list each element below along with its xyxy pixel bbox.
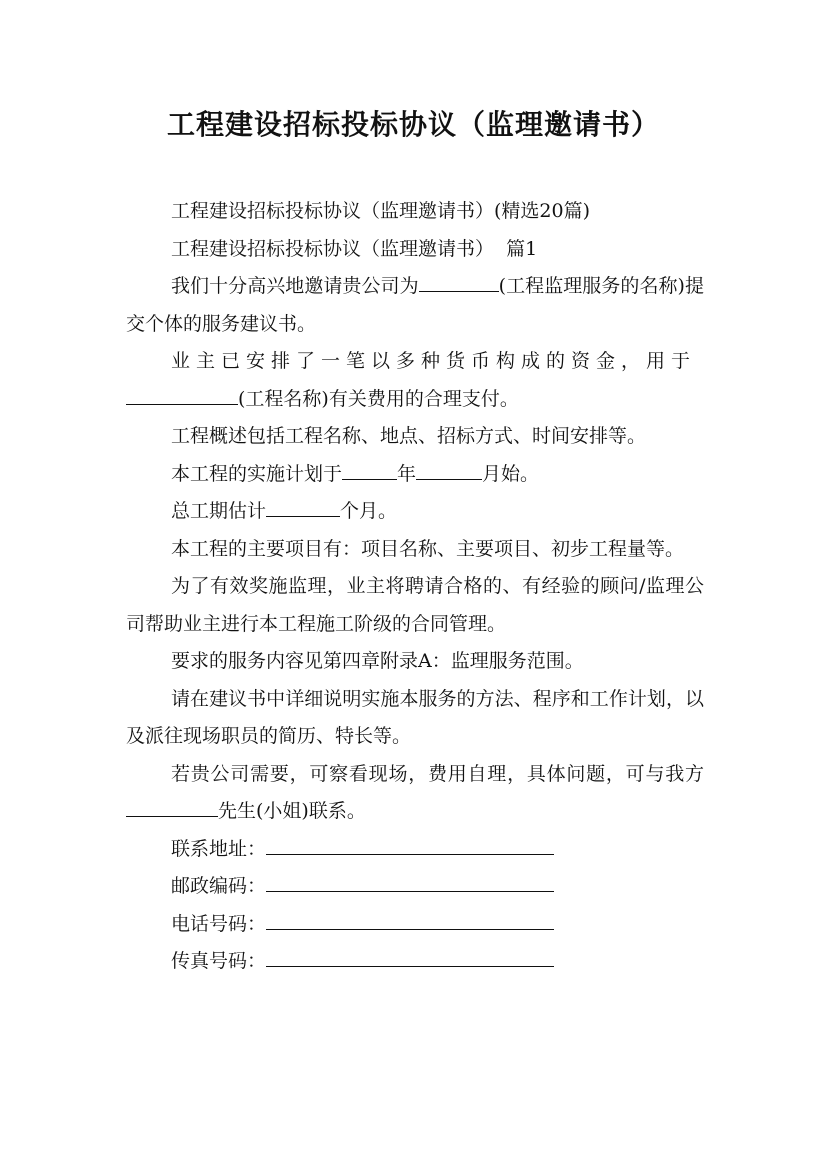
paragraph-consultant: 为了有效奖施监理，业主将聘请合格的、有经验的顾问/监理公司帮助业主进行本工程施工阶级的合同管理。 <box>126 575 704 635</box>
paragraph-contact <box>126 756 704 831</box>
paragraph-proposal: 请在建议书中详细说明实施本服务的方法、程序和工作计划，以及派往现场职员的简历、特长等。 <box>126 687 704 747</box>
paragraph-items: 本工程的主要项目有：项目名称、主要项目、初步工程量等。 <box>171 537 685 560</box>
contact-phone <box>126 906 704 944</box>
fill-blank <box>126 797 218 817</box>
paragraph-schedule <box>126 456 704 494</box>
contact-label: 电话号码： <box>171 912 267 935</box>
paragraph-text: 业主已安排了一笔以多种货币构成的资金，用于 <box>171 350 697 372</box>
contact-postcode <box>126 868 704 906</box>
paragraph-scope: 要求的服务内容见第四章附录A：监理服务范围。 <box>171 650 584 672</box>
fill-blank <box>419 272 499 292</box>
paragraph-text: 总工期估计 <box>171 500 267 522</box>
fill-line <box>266 908 554 930</box>
paragraph-text: 若贵公司需要，可察看现场，费用自理，具体问题，可与我方 <box>171 762 704 785</box>
paragraph-text: 我们十分高兴地邀请贵公司为 <box>171 275 419 297</box>
fill-line <box>266 870 554 892</box>
contact-address <box>126 831 704 869</box>
fill-blank <box>342 460 397 480</box>
paragraph-text: 月始。 <box>482 462 540 485</box>
paragraph-funds <box>126 343 704 381</box>
document-title: 工程建设招标投标协议（监理邀请书） <box>166 108 660 141</box>
fill-blank <box>266 497 340 517</box>
paragraph-text: (工程名称)有关费用的合理支付。 <box>238 387 519 410</box>
paragraph-invitation <box>126 268 704 343</box>
contact-label: 传真号码： <box>171 950 267 972</box>
paragraph-duration <box>126 493 704 531</box>
paragraph-text: 本工程的实施计划于 <box>171 462 343 485</box>
contact-label: 联系地址： <box>171 837 267 860</box>
paragraph-text: 年 <box>397 462 417 485</box>
contact-label: 邮政编码： <box>171 875 267 897</box>
fill-line <box>266 945 554 967</box>
fill-line <box>266 833 554 855</box>
paragraph-text: 个月。 <box>340 500 398 522</box>
fill-blank <box>126 385 238 405</box>
section-heading: 工程建设招标投标协议（监理邀请书） 篇1 <box>171 237 538 260</box>
contact-fax <box>126 943 704 981</box>
paragraph-text: 先生(小姐)联系。 <box>218 800 366 822</box>
paragraph-funds-cont <box>126 381 704 419</box>
paragraph-overview: 工程概述包括工程名称、地点、招标方式、时间安排等。 <box>171 425 647 447</box>
fill-blank <box>416 460 482 480</box>
document-body <box>126 193 704 981</box>
subtitle-line: 工程建设招标投标协议（监理邀请书）(精选20篇) <box>171 200 591 222</box>
paragraph-text: (工程监理服务的名称)提交个体的服务建议书。 <box>126 275 704 335</box>
